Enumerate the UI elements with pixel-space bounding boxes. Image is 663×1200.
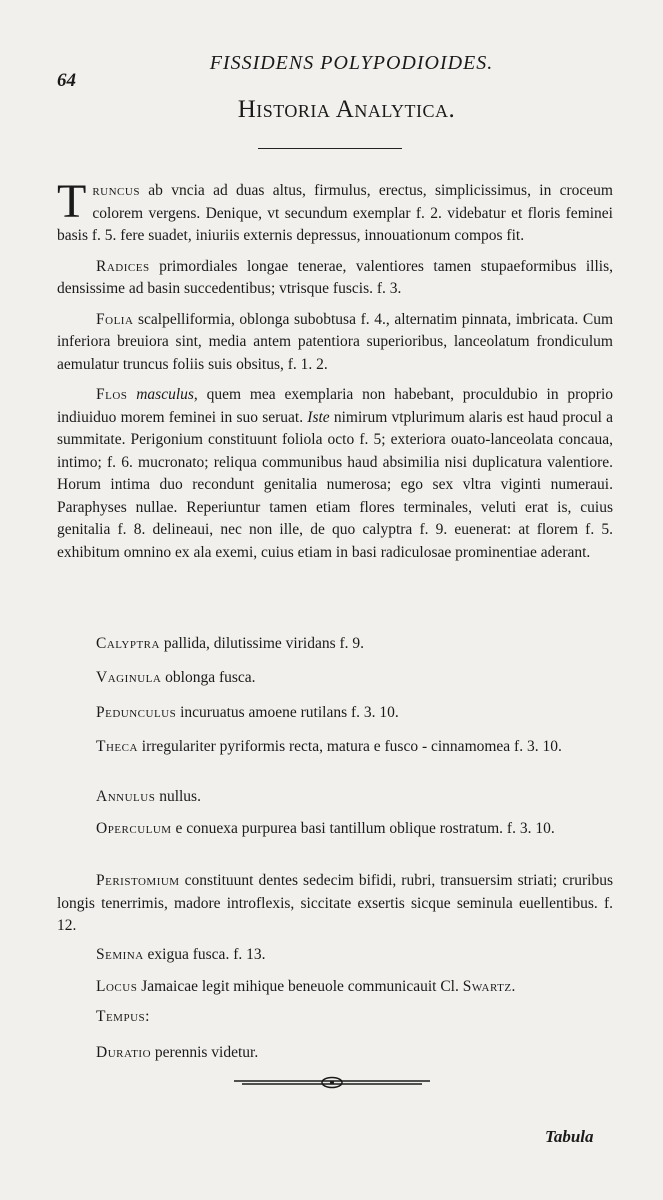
entry-pedunculus [57, 702, 613, 725]
paragraph-text: primordiales longae tenerae, valentiores tamen stupaeformibus illis, densissime ad basin succedentibus; vtrisque fuscis. f. 3. [57, 257, 613, 297]
paragraph-text: scalpelliformia, oblonga subobtusa f. 4., alternatim pinnata, imbricata. Cum inferiora breuiora sint, media antem patentiora superioribus, lanceolatum frondiculum aemulatur truncus foliis suis obsitus, f. 1. 2. [57, 310, 613, 373]
term: Pedunculus [96, 704, 177, 721]
entry-tempus [57, 1006, 613, 1029]
term: Folia [96, 310, 134, 328]
entry-peristomium [57, 870, 613, 938]
term: Vaginula [96, 669, 162, 686]
entry-operculum [57, 818, 613, 841]
term: Annulus [96, 788, 156, 805]
catchword: Tabula [545, 1127, 594, 1146]
entry-text: constituunt dentes sedecim bifidi, rubri, transuersim striati; cruribus longis tenerrimis, madore introflexis, siccitate exsertis sicque seminula euellentibus. f. 12. [57, 872, 613, 934]
term: Operculum [96, 820, 172, 837]
section-title: Historia Analytica. [237, 96, 456, 123]
page-number: 64 [57, 70, 76, 91]
entry-text: incuruatus amoene rutilans f. 3. 10. [176, 704, 399, 721]
entry-calyptra [57, 633, 613, 656]
paragraph-text: nimirum vtplurimum alaris est haud procul a summitate. Perigonium constituunt foliola octo f. 5; exteriora ouato-lanceolata concaua, intimo; f. 6. mucronato; reliqua communibus haud absimilia nisi duplicatura valentiore. Horum intima duo recondunt genitalia numerosa; ego sex vltra viginti numeraui. Paraphyses nullae. Reperiuntur tamen etiam flores terminales, veluti erat is, cuius genitalia f. 8. delineaui, nec non ille, de quo calyptra f. 9. euenerat: at florem f. 5. exhibitum omnino ex ala exemi, cuius etiam in basi radiculosae prominentiae aderant. [57, 408, 613, 561]
drop-cap: T [57, 175, 87, 228]
term-italic: masculus [136, 386, 194, 403]
title-rule [258, 148, 402, 149]
entry-text: pallida, dilutissime viridans f. 9. [159, 635, 365, 652]
entry-text: Jamaicae legit mihique beneuole communicauit Cl. [137, 978, 463, 995]
main-text [57, 175, 614, 572]
entry-theca [57, 736, 613, 759]
paragraph-text: ab vncia ad duas altus, firmulus, erectus, simplicissimus, in croceum colorem vergens. Denique, vt secundum exemplar f. 2. videbatur et floris feminei basis f. 5. fere suadet, iniuriis externis depressus, innouationum compos fit. [57, 182, 613, 244]
entry-text: e conuexa purpurea basi tantillum oblique rostratum. f. 3. 10. [171, 820, 555, 837]
entry-duratio [57, 1042, 613, 1065]
term: Peristomium [96, 872, 180, 889]
paragraph-truncus [57, 175, 613, 248]
entry-text: irregulariter pyriformis recta, matura e fusco - cinnamomea f. 3. 10. [137, 738, 562, 755]
entry-semina [57, 944, 613, 967]
term: runcus [92, 182, 140, 199]
entry-annulus [57, 786, 613, 809]
term: Radices [96, 257, 150, 275]
entry-text: oblonga fusca. [161, 669, 256, 686]
entry-vaginula [57, 667, 613, 690]
entry-text: nullus. [155, 788, 201, 805]
term: Calyptra [96, 635, 160, 652]
term: Flos [96, 386, 128, 403]
entry-locus [57, 976, 613, 999]
term: Theca [96, 738, 138, 755]
collector-name: Swartz. [462, 978, 516, 995]
entry-text: perennis videtur. [151, 1044, 259, 1061]
entry-text: exigua fusca. f. 13. [143, 946, 266, 963]
term: Tempus: [96, 1008, 150, 1025]
term: Locus [96, 978, 138, 995]
italic-word: Iste [307, 408, 330, 426]
term: Duratio [96, 1044, 152, 1061]
paragraph-flos [57, 384, 613, 564]
ornament-divider [232, 1073, 432, 1093]
running-head: FISSIDENS POLYPODIOIDES. [209, 52, 494, 74]
term: Semina [96, 946, 144, 963]
paragraph-radices [57, 256, 613, 301]
paragraph-folia [57, 309, 613, 377]
paragraph-text: , quem mea exemplaria non habebant, proculdubio in proprio indiuiduo morem feminei in suo seruat. [57, 386, 614, 426]
